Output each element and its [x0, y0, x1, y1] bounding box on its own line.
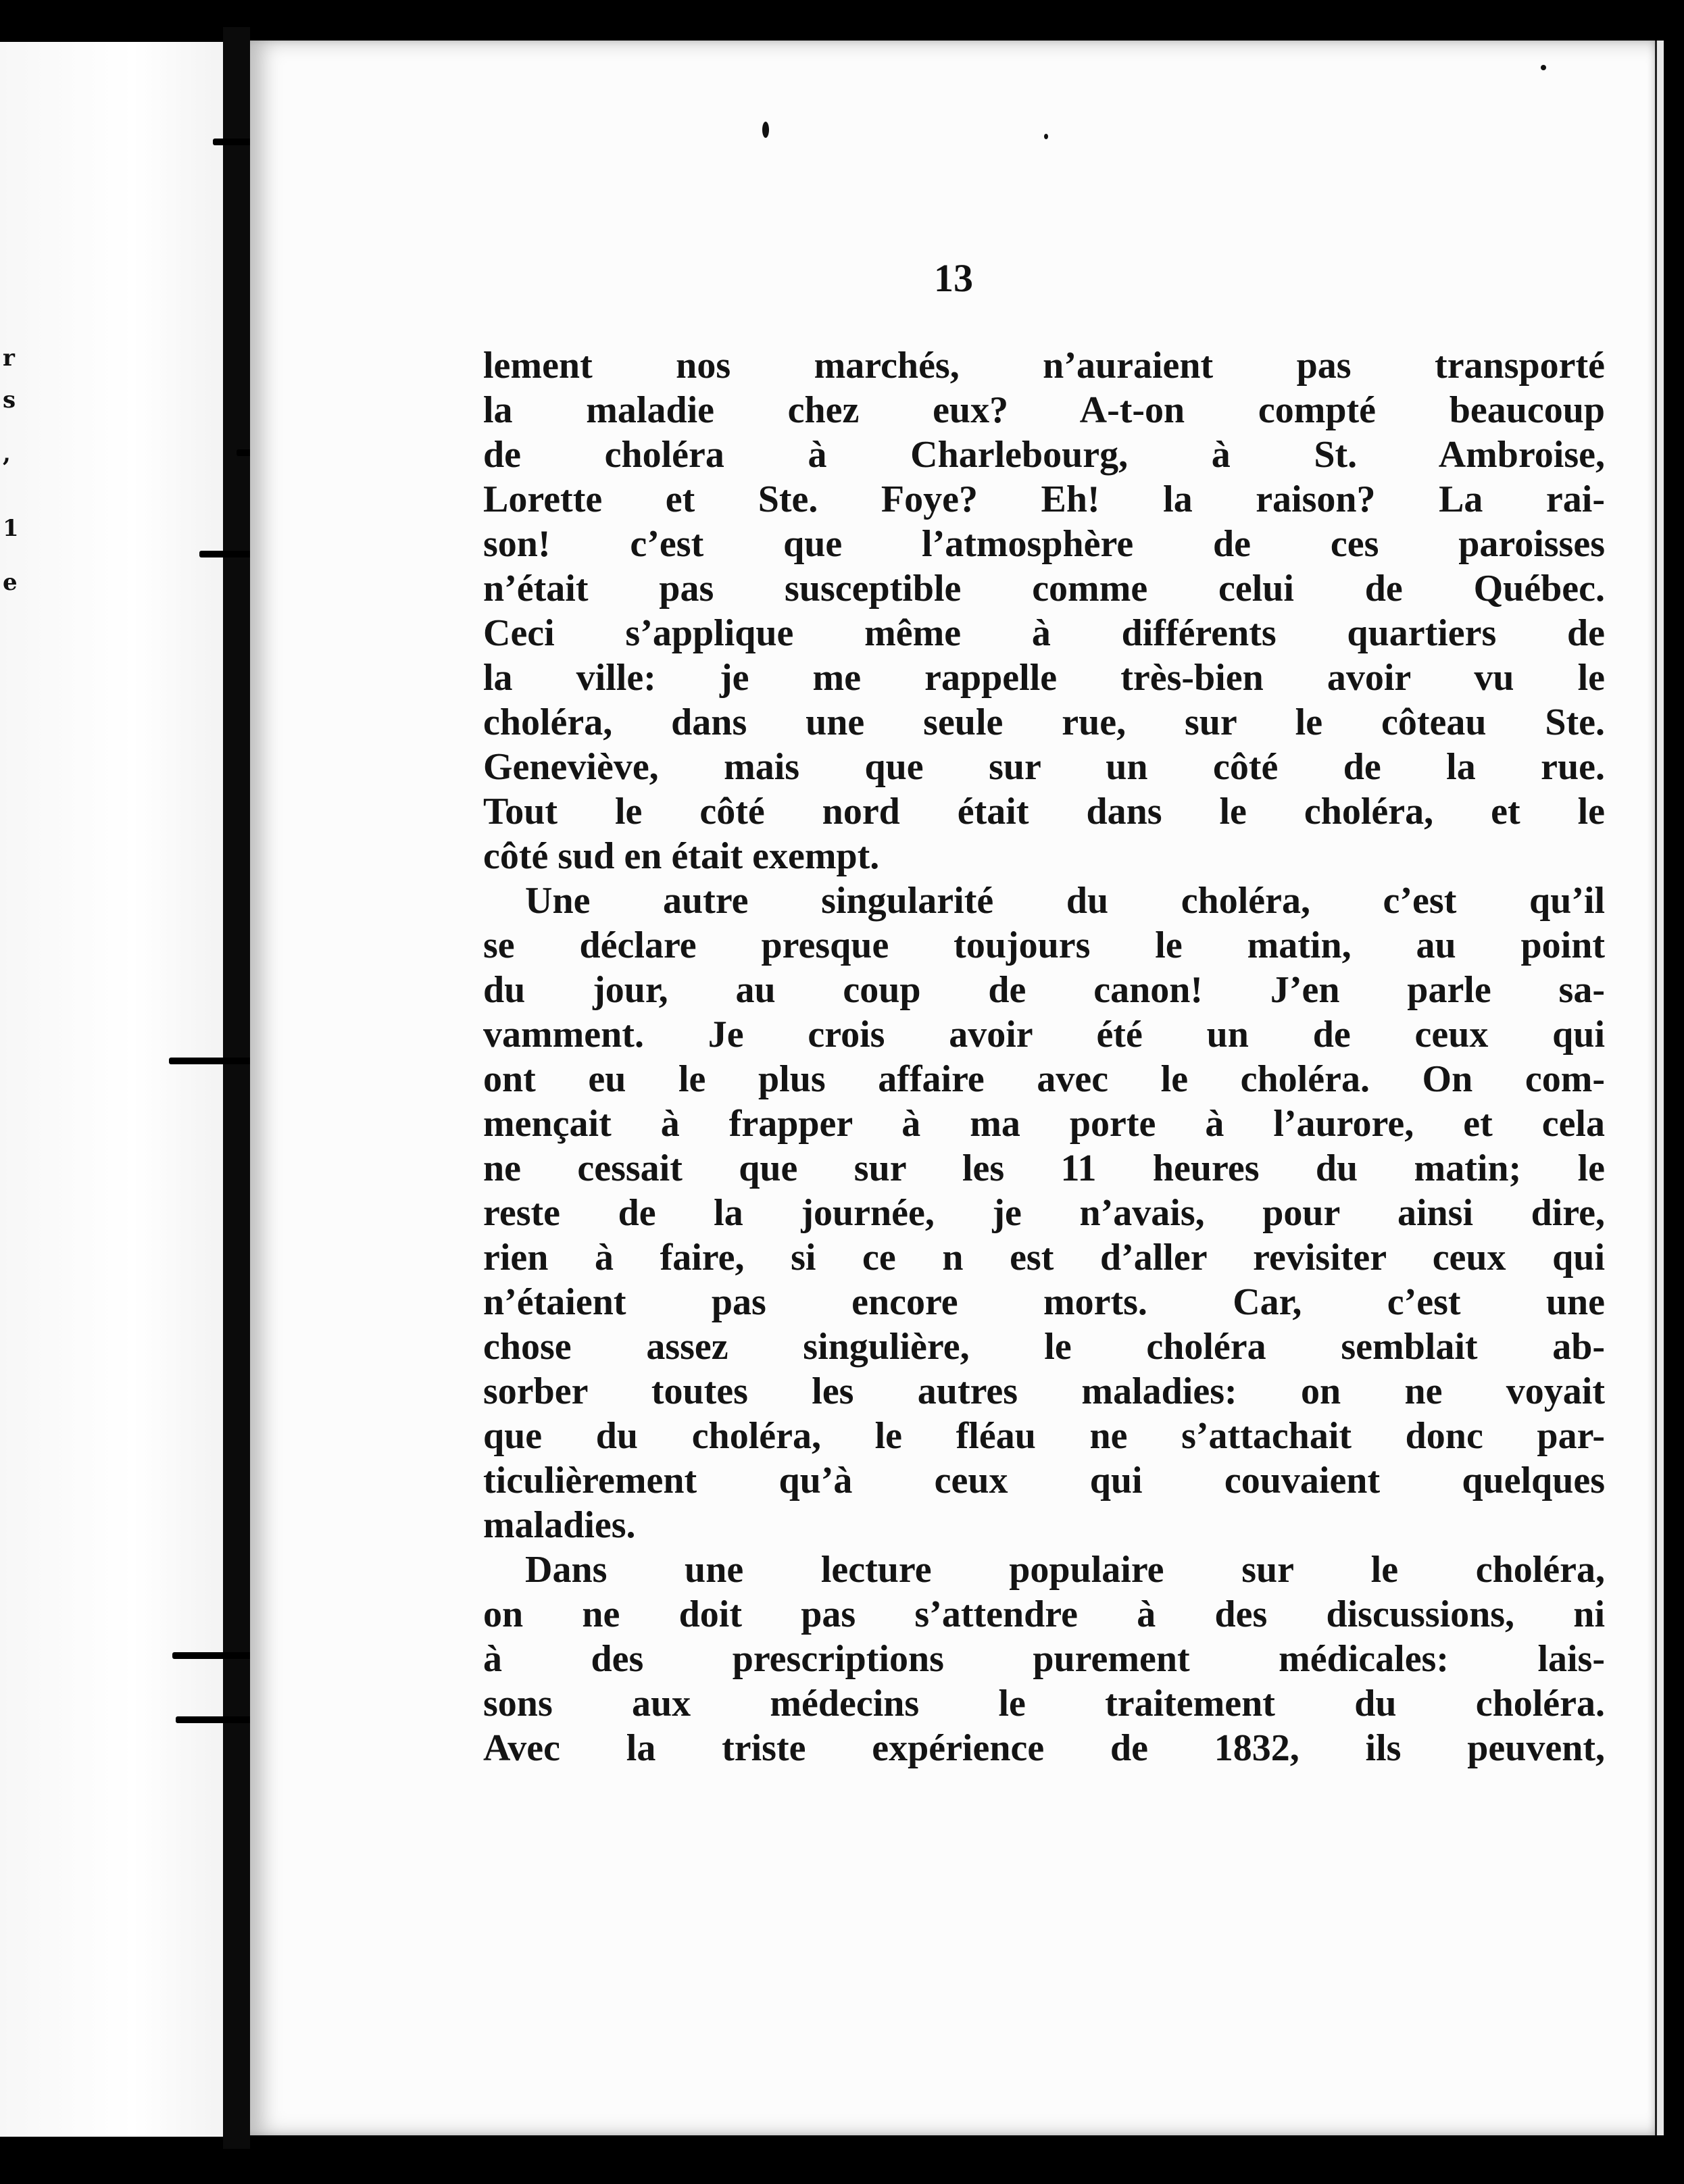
fragment-5: e [3, 569, 18, 596]
text-line: Une autre singularité du choléra, c’est qu’il [525, 880, 1605, 922]
page-number: 13 [934, 256, 973, 300]
text-line: Geneviève, mais que sur un côté de la rue. [483, 746, 1605, 788]
book-page [250, 41, 1657, 2135]
text-line: choléra, dans une seule rue, sur le côteau Ste. [483, 701, 1605, 743]
text-line: ticulièrement qu’à ceux qui couvaient quelques [483, 1460, 1605, 1502]
fragment-1: r [3, 345, 15, 372]
text-line: vamment. Je crois avoir été un de ceux qui [483, 1014, 1605, 1056]
text-line: côté sud en était exempt. [483, 835, 880, 877]
text-line: se déclare presque toujours le matin, au point [483, 924, 1605, 966]
text-line: on ne doit pas s’attendre à des discussions, ni [483, 1593, 1605, 1635]
ink-speck [762, 122, 769, 138]
text-line: reste de la journée, je n’avais, pour ainsi dire, [483, 1192, 1605, 1234]
text-line: que du choléra, le fléau ne s’attachait donc par- [483, 1415, 1605, 1457]
page-right-edge [1655, 41, 1664, 2135]
text-line: Tout le côté nord était dans le choléra, et le [483, 791, 1605, 833]
text-line: du jour, au coup de canon! J’en parle sa- [483, 969, 1605, 1011]
text-line: ont eu le plus affaire avec le choléra. On com- [483, 1058, 1605, 1100]
text-line: maladies. [483, 1504, 636, 1546]
text-line: à des prescriptions purement médicales: lais- [483, 1638, 1605, 1680]
text-line: rien à faire, si ce n est d’aller revisiter ceux qui [483, 1237, 1605, 1279]
binding-stitch [172, 1652, 260, 1659]
text-line: lement nos marchés, n’auraient pas transporté [483, 345, 1605, 387]
text-line: la maladie chez eux? A-t-on compté beaucoup [483, 389, 1605, 431]
ink-speck [1541, 65, 1546, 70]
text-line: chose assez singulière, le choléra semblait ab- [483, 1326, 1605, 1368]
text-line: Avec la triste expérience de 1832, ils peuvent, [483, 1727, 1605, 1769]
text-line: mençait à frapper à ma porte à l’aurore, et cela [483, 1103, 1605, 1145]
text-line: son! c’est que l’atmosphère de ces paroisses [483, 523, 1605, 565]
facing-page-text-fragments [0, 42, 27, 2137]
fragment-3: , [3, 441, 11, 468]
fragment-4: 1 [3, 515, 19, 542]
book-spine [223, 27, 250, 2149]
text-line: n’était pas susceptible comme celui de Québec. [483, 568, 1605, 610]
body-text [483, 343, 1605, 1770]
fragment-2: s [3, 387, 16, 414]
text-line: Dans une lecture populaire sur le choléra, [525, 1549, 1605, 1591]
text-line: Lorette et Ste. Foye? Eh! la raison? La rai- [483, 478, 1605, 520]
text-line: Ceci s’applique même à différents quartiers de [483, 612, 1605, 654]
text-line: de choléra à Charlebourg, à St. Ambroise, [483, 434, 1605, 476]
text-line: ne cessait que sur les 11 heures du matin; le [483, 1147, 1605, 1189]
text-line: sorber toutes les autres maladies: on ne voyait [483, 1370, 1605, 1412]
ink-speck [1044, 134, 1048, 139]
text-line: n’étaient pas encore morts. Car, c’est une [483, 1281, 1605, 1323]
text-line: sons aux médecins le traitement du choléra. [483, 1683, 1605, 1724]
text-line: la ville: je me rappelle très-bien avoir vu le [483, 657, 1605, 699]
facing-page-edge [0, 42, 223, 2137]
